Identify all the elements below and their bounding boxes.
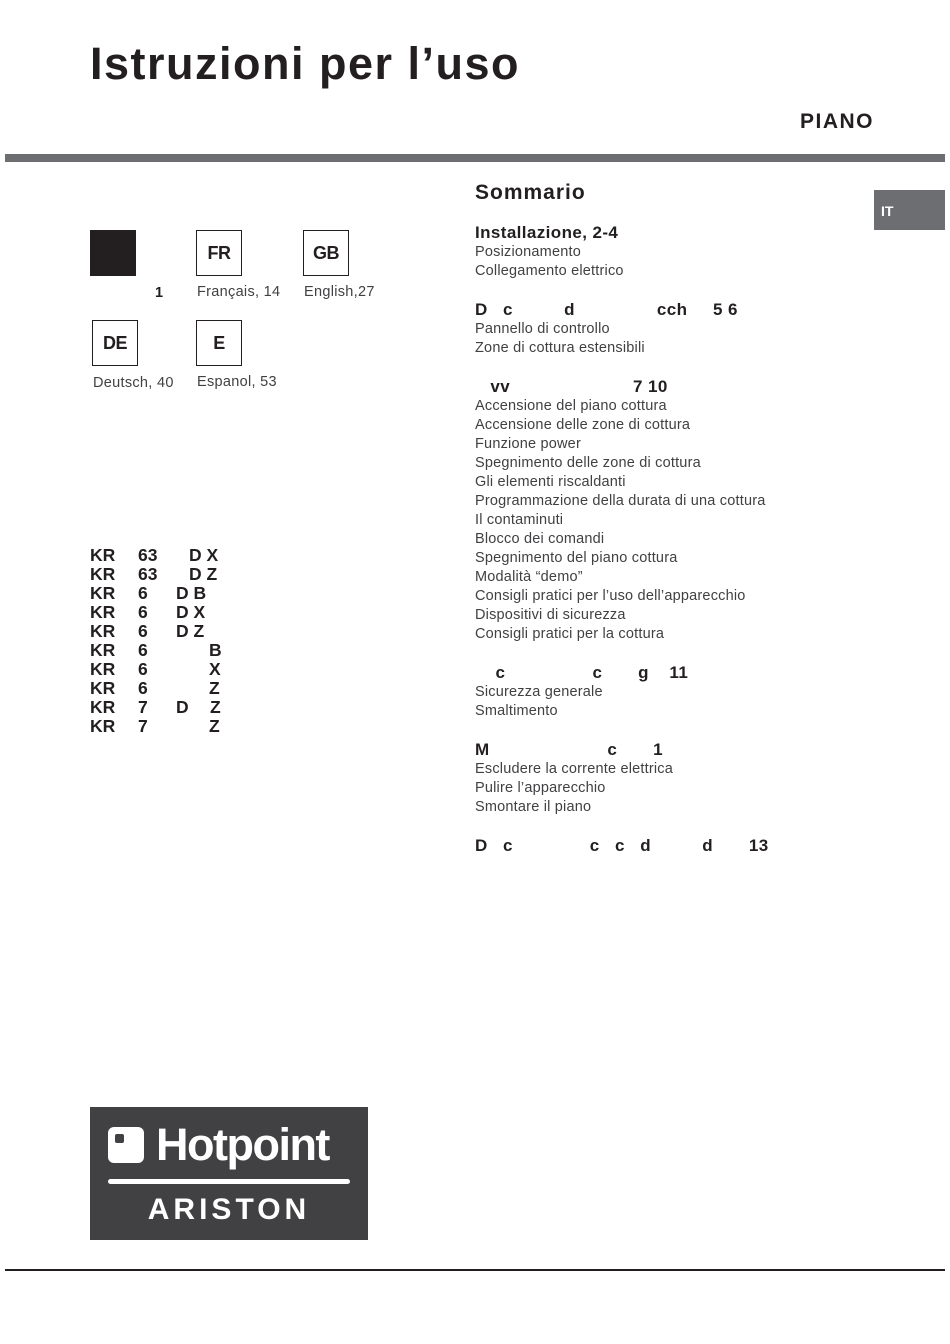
toc-item[interactable]: Smaltimento	[475, 703, 558, 719]
model-row: KR 6 D X	[90, 602, 206, 622]
toc-item[interactable]: Sicurezza generale	[475, 684, 603, 700]
model-row: KR 6 B	[90, 640, 222, 660]
toc-section-title[interactable]: Installazione, 2-4	[475, 223, 619, 242]
logo-mark-icon	[108, 1127, 144, 1163]
toc-item[interactable]: Pannello di controllo	[475, 321, 610, 337]
model-row: KR 6 X	[90, 659, 221, 679]
model-row: KR 63 D Z	[90, 564, 218, 584]
toc-item[interactable]: Gli elementi riscaldanti	[475, 474, 626, 490]
toc-item[interactable]: Dispositivi di sicurezza	[475, 607, 626, 623]
toc-section-title[interactable]: vv 7 10	[475, 377, 668, 396]
toc-section-avvio	[475, 377, 865, 644]
language-tab: IT	[874, 190, 945, 230]
toc-item[interactable]: Il contaminuti	[475, 512, 564, 528]
toc-section-manutenzione	[475, 740, 865, 817]
toc-item[interactable]: Blocco dei comandi	[475, 531, 605, 547]
toc-item[interactable]: Accensione delle zone di cottura	[475, 417, 691, 433]
toc-item[interactable]: Escludere la corrente elettrica	[475, 761, 674, 777]
toc-item[interactable]: Smontare il piano	[475, 799, 592, 815]
toc-item[interactable]: Modalità “demo”	[475, 569, 583, 585]
language-caption-it: 1	[155, 285, 164, 301]
language-box-gb[interactable]: GB	[303, 230, 349, 276]
toc-item[interactable]: Funzione power	[475, 436, 581, 452]
logo-brand: Hotpoint	[156, 1119, 329, 1170]
product-type: PIANO	[799, 110, 874, 133]
language-caption-fr: Français, 14	[197, 284, 281, 300]
toc-item[interactable]: Programmazione della durata di una cottura	[475, 493, 766, 509]
toc-section-installazione	[475, 223, 865, 281]
toc-item[interactable]: Consigli pratici per l’uso dell’apparecchio	[475, 588, 746, 604]
toc-item[interactable]: Accensione del piano cottura	[475, 398, 667, 414]
language-box-fr[interactable]: FR	[196, 230, 242, 276]
model-list	[90, 545, 250, 735]
toc-item[interactable]: Zone di cottura estensibili	[475, 340, 645, 356]
language-caption-de: Deutsch, 40	[93, 375, 174, 391]
logo-divider	[108, 1179, 350, 1184]
language-box-de[interactable]: DE	[92, 320, 138, 366]
footer-divider	[5, 1269, 945, 1271]
model-row: KR 7 Z	[90, 716, 220, 736]
toc-section-title[interactable]: c c g 11	[475, 663, 689, 682]
language-caption-gb: English,27	[304, 284, 375, 300]
table-of-contents	[475, 181, 865, 875]
toc-item[interactable]: Pulire l’apparecchio	[475, 780, 606, 796]
toc-item[interactable]: Spegnimento delle zone di cottura	[475, 455, 701, 471]
model-row: KR 7 D Z	[90, 697, 221, 717]
toc-section-precauzioni	[475, 663, 865, 721]
model-row: KR 63 D X	[90, 545, 219, 565]
model-row: KR 6 D Z	[90, 621, 205, 641]
toc-section-descrizione-tecnica	[475, 836, 865, 856]
toc-heading: Sommario	[475, 181, 586, 204]
toc-section-title[interactable]: D c d cch 5 6	[475, 300, 738, 319]
language-box-it[interactable]	[90, 230, 136, 276]
header-divider	[5, 154, 945, 162]
toc-item[interactable]: Consigli pratici per la cottura	[475, 626, 665, 642]
logo-subbrand: ARISTON	[147, 1193, 311, 1226]
document-title: Istruzioni per l’uso	[90, 38, 521, 89]
toc-item[interactable]: Collegamento elettrico	[475, 263, 624, 279]
toc-item[interactable]: Spegnimento del piano cottura	[475, 550, 678, 566]
toc-section-descrizione	[475, 300, 865, 358]
model-row: KR 6 Z	[90, 678, 220, 698]
hotpoint-ariston-logo	[90, 1107, 368, 1240]
model-row: KR 6 D B	[90, 583, 207, 603]
toc-section-title[interactable]: D c c c d d 13	[475, 836, 769, 855]
language-caption-es: Espanol, 53	[197, 374, 277, 390]
language-box-es[interactable]: E	[196, 320, 242, 366]
toc-item[interactable]: Posizionamento	[475, 244, 581, 260]
toc-section-title[interactable]: M c 1	[475, 740, 663, 759]
